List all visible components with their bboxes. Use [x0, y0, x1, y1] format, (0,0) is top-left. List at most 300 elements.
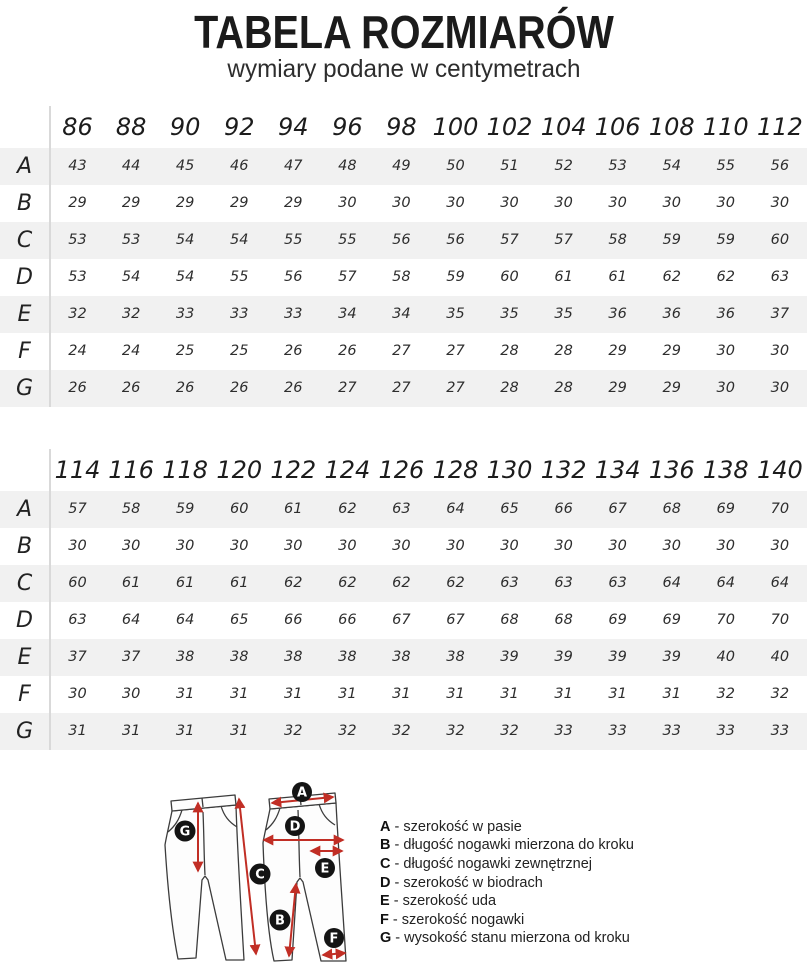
- svg-text:E: E: [320, 861, 330, 877]
- pants-diagram-svg: [148, 782, 370, 974]
- size-column-header: 102: [486, 112, 533, 141]
- page-title: TABELA ROZMIARÓW: [194, 6, 614, 58]
- value-cell: 67: [446, 612, 465, 629]
- value-cell: 55: [229, 269, 249, 286]
- measurement-row: [0, 602, 807, 639]
- value-cell: 27: [392, 380, 411, 397]
- value-cell: 67: [608, 501, 627, 518]
- value-cell: 35: [446, 306, 465, 323]
- value-cell: 62: [338, 501, 357, 518]
- value-cell: 26: [284, 343, 303, 360]
- value-cell: 31: [121, 723, 141, 740]
- legend-letter: E: [380, 893, 390, 910]
- size-table-large: [0, 449, 808, 750]
- value-cell: 52: [554, 158, 573, 175]
- measurement-row: [0, 639, 807, 676]
- row-label: B: [0, 185, 50, 222]
- marker-e-icon: [315, 858, 335, 878]
- value-cell: 30: [662, 538, 681, 555]
- value-cell: 56: [392, 232, 411, 249]
- value-cell: 60: [500, 269, 519, 286]
- size-column-header: 104: [540, 112, 587, 141]
- size-column-header: 118: [162, 455, 209, 484]
- value-cell: 30: [770, 538, 790, 555]
- size-column-header: 92: [223, 112, 255, 141]
- value-cell: 66: [554, 501, 573, 518]
- value-cell: 32: [392, 723, 411, 740]
- measurement-guide: [0, 782, 808, 979]
- row-label: D: [0, 602, 50, 639]
- value-cell: 66: [338, 612, 357, 629]
- value-cell: 29: [68, 195, 87, 212]
- value-cell: 57: [500, 232, 519, 249]
- page-subtitle: wymiary podane w centymetrach: [227, 55, 581, 84]
- svg-text:A: A: [296, 785, 308, 801]
- row-label: G: [0, 713, 50, 750]
- value-cell: 60: [68, 575, 87, 592]
- size-column-header: 124: [324, 455, 371, 484]
- value-cell: 59: [446, 269, 465, 286]
- measurement-row: [0, 491, 807, 528]
- size-column-header: 122: [270, 455, 317, 484]
- value-cell: 40: [716, 649, 735, 666]
- value-cell: 36: [608, 306, 627, 323]
- value-cell: 33: [284, 306, 303, 323]
- value-cell: 30: [608, 538, 627, 555]
- value-cell: 37: [770, 306, 790, 323]
- size-column-header: 112: [757, 112, 803, 141]
- value-cell: 32: [338, 723, 357, 740]
- value-cell: 61: [229, 575, 249, 592]
- size-column-header: 106: [594, 112, 641, 141]
- value-cell: 31: [554, 686, 573, 703]
- value-cell: 24: [68, 343, 87, 360]
- legend-row: [380, 836, 634, 855]
- value-cell: 39: [500, 649, 519, 666]
- value-cell: 25: [175, 343, 195, 360]
- value-cell: 31: [338, 686, 357, 703]
- size-column-header: 98: [386, 112, 417, 141]
- value-cell: 63: [608, 575, 627, 592]
- value-cell: 70: [770, 501, 790, 518]
- value-cell: 36: [716, 306, 735, 323]
- value-cell: 57: [554, 232, 573, 249]
- measurement-row: [0, 528, 807, 565]
- measurement-row: [0, 148, 807, 185]
- value-cell: 62: [284, 575, 303, 592]
- legend-separator: -: [389, 893, 403, 910]
- value-cell: 70: [770, 612, 790, 629]
- value-cell: 62: [662, 269, 681, 286]
- value-cell: 34: [338, 306, 357, 323]
- value-cell: 63: [554, 575, 573, 592]
- value-cell: 54: [229, 232, 249, 249]
- pants-back-outline: [165, 795, 244, 960]
- value-cell: 26: [284, 380, 303, 397]
- size-column-header: 86: [62, 112, 93, 141]
- legend-text: szerokość w biodrach: [403, 874, 543, 891]
- size-column-header: 130: [486, 455, 533, 484]
- value-cell: 31: [392, 686, 411, 703]
- value-cell: 62: [446, 575, 465, 592]
- value-cell: 35: [500, 306, 519, 323]
- size-table-small: [0, 106, 808, 407]
- value-cell: 30: [284, 538, 303, 555]
- value-cell: 64: [175, 612, 195, 629]
- legend-row: [380, 911, 634, 930]
- legend-row: [380, 818, 634, 837]
- page-header: [0, 0, 808, 84]
- value-cell: 29: [229, 195, 249, 212]
- value-cell: 68: [554, 612, 573, 629]
- value-cell: 56: [284, 269, 303, 286]
- value-cell: 53: [608, 158, 627, 175]
- value-cell: 30: [554, 195, 573, 212]
- value-cell: 44: [121, 158, 141, 175]
- measurement-row: [0, 333, 807, 370]
- size-column-header: 114: [54, 455, 101, 484]
- size-column-header: 126: [378, 455, 425, 484]
- value-cell: 33: [229, 306, 249, 323]
- value-cell: 35: [554, 306, 573, 323]
- measurement-row: [0, 185, 807, 222]
- value-cell: 27: [338, 380, 357, 397]
- legend-letter: B: [380, 837, 391, 854]
- value-cell: 33: [662, 723, 681, 740]
- value-cell: 26: [175, 380, 195, 397]
- legend-letter: F: [380, 911, 389, 928]
- value-cell: 30: [500, 195, 519, 212]
- value-cell: 61: [284, 501, 303, 518]
- value-cell: 29: [175, 195, 195, 212]
- value-cell: 30: [68, 538, 87, 555]
- value-cell: 30: [392, 195, 411, 212]
- value-cell: 43: [68, 158, 87, 175]
- value-cell: 30: [338, 538, 357, 555]
- value-cell: 38: [284, 649, 303, 666]
- measurement-row: [0, 713, 807, 750]
- measurement-row: [0, 296, 807, 333]
- value-cell: 28: [500, 343, 519, 360]
- value-cell: 30: [121, 538, 141, 555]
- value-cell: 33: [770, 723, 790, 740]
- value-cell: 53: [121, 232, 141, 249]
- value-cell: 38: [229, 649, 249, 666]
- legend-separator: -: [390, 837, 404, 854]
- measurement-legend: [380, 782, 634, 948]
- value-cell: 29: [662, 343, 681, 360]
- corner-cell: [0, 449, 50, 491]
- value-cell: 64: [716, 575, 735, 592]
- value-cell: 63: [392, 501, 411, 518]
- value-cell: 47: [284, 158, 303, 175]
- value-cell: 67: [392, 612, 411, 629]
- legend-separator: -: [391, 930, 405, 947]
- value-cell: 31: [662, 686, 681, 703]
- legend-separator: -: [388, 911, 402, 928]
- value-cell: 30: [770, 380, 790, 397]
- value-cell: 55: [338, 232, 357, 249]
- legend-row: [380, 855, 634, 874]
- value-cell: 38: [175, 649, 195, 666]
- value-cell: 63: [68, 612, 87, 629]
- value-cell: 26: [338, 343, 357, 360]
- size-column-header: 132: [540, 455, 587, 484]
- marker-c-icon: [250, 863, 271, 884]
- value-cell: 64: [770, 575, 790, 592]
- value-cell: 39: [662, 649, 681, 666]
- value-cell: 56: [446, 232, 465, 249]
- svg-text:C: C: [255, 867, 265, 883]
- marker-a-icon: [292, 782, 312, 802]
- value-cell: 30: [662, 195, 681, 212]
- value-cell: 55: [284, 232, 303, 249]
- value-cell: 30: [716, 380, 735, 397]
- marker-b-icon: [270, 909, 291, 930]
- value-cell: 50: [446, 158, 465, 175]
- value-cell: 31: [229, 686, 249, 703]
- value-cell: 32: [68, 306, 87, 323]
- size-column-header: 100: [432, 112, 479, 141]
- value-cell: 30: [716, 343, 735, 360]
- value-cell: 62: [338, 575, 357, 592]
- size-header-row: [0, 449, 807, 491]
- value-cell: 31: [608, 686, 627, 703]
- value-cell: 33: [608, 723, 627, 740]
- measurement-row: [0, 370, 807, 407]
- marker-g-icon: [175, 820, 196, 841]
- legend-text: długość nogawki mierzona do kroku: [403, 837, 634, 854]
- size-column-header: 134: [594, 455, 641, 484]
- row-label: E: [0, 296, 50, 333]
- value-cell: 27: [446, 380, 465, 397]
- value-cell: 61: [554, 269, 573, 286]
- value-cell: 40: [770, 649, 790, 666]
- value-cell: 36: [662, 306, 681, 323]
- row-label: D: [0, 259, 50, 296]
- value-cell: 29: [121, 195, 141, 212]
- value-cell: 33: [716, 723, 735, 740]
- legend-text: szerokość nogawki: [401, 911, 525, 928]
- value-cell: 63: [770, 269, 790, 286]
- value-cell: 34: [392, 306, 411, 323]
- measurement-row: [0, 676, 807, 713]
- size-table-header: [0, 106, 807, 148]
- row-label: F: [0, 676, 50, 713]
- row-label: B: [0, 528, 50, 565]
- legend-letter: G: [380, 930, 392, 947]
- value-cell: 33: [175, 306, 195, 323]
- value-cell: 60: [770, 232, 790, 249]
- value-cell: 69: [716, 501, 735, 518]
- value-cell: 53: [68, 232, 87, 249]
- legend-letter: D: [380, 874, 391, 891]
- value-cell: 30: [121, 686, 141, 703]
- size-column-header: 140: [757, 455, 803, 484]
- size-column-header: 138: [702, 455, 749, 484]
- value-cell: 28: [554, 343, 573, 360]
- value-cell: 30: [338, 195, 357, 212]
- svg-text:G: G: [179, 824, 191, 840]
- value-cell: 38: [446, 649, 465, 666]
- value-cell: 31: [175, 686, 195, 703]
- legend-text: szerokość uda: [402, 893, 497, 910]
- value-cell: 45: [175, 158, 195, 175]
- svg-text:D: D: [289, 819, 301, 835]
- value-cell: 27: [392, 343, 411, 360]
- size-column-header: 108: [648, 112, 695, 141]
- value-cell: 32: [500, 723, 519, 740]
- row-label: C: [0, 565, 50, 602]
- value-cell: 62: [392, 575, 411, 592]
- value-cell: 31: [500, 686, 519, 703]
- value-cell: 31: [68, 723, 87, 740]
- legend-text: długość nogawki zewnętrznej: [403, 855, 592, 872]
- value-cell: 70: [716, 612, 735, 629]
- value-cell: 59: [716, 232, 735, 249]
- value-cell: 29: [284, 195, 303, 212]
- row-label: C: [0, 222, 50, 259]
- value-cell: 58: [121, 501, 141, 518]
- value-cell: 29: [608, 380, 627, 397]
- svg-text:B: B: [275, 913, 285, 929]
- value-cell: 59: [175, 501, 195, 518]
- legend-letter: A: [380, 818, 391, 835]
- measurement-row: [0, 259, 807, 296]
- legend-separator: -: [390, 874, 404, 891]
- value-cell: 69: [608, 612, 627, 629]
- value-cell: 31: [446, 686, 465, 703]
- value-cell: 60: [229, 501, 249, 518]
- value-cell: 57: [68, 501, 87, 518]
- measurement-row: [0, 565, 807, 602]
- value-cell: 39: [608, 649, 627, 666]
- value-cell: 28: [500, 380, 519, 397]
- marker-d-icon: [285, 816, 305, 836]
- value-cell: 66: [284, 612, 303, 629]
- value-cell: 26: [68, 380, 87, 397]
- value-cell: 55: [716, 158, 735, 175]
- value-cell: 32: [770, 686, 790, 703]
- svg-text:F: F: [329, 931, 339, 947]
- value-cell: 64: [662, 575, 681, 592]
- legend-row: [380, 874, 634, 893]
- size-column-header: 128: [432, 455, 479, 484]
- value-cell: 32: [716, 686, 735, 703]
- value-cell: 61: [175, 575, 195, 592]
- legend-letter: C: [380, 855, 391, 872]
- value-cell: 33: [554, 723, 573, 740]
- value-cell: 68: [662, 501, 681, 518]
- value-cell: 54: [121, 269, 141, 286]
- row-label: A: [0, 148, 50, 185]
- value-cell: 38: [338, 649, 357, 666]
- corner-cell: [0, 106, 50, 148]
- value-cell: 30: [175, 538, 195, 555]
- value-cell: 32: [121, 306, 141, 323]
- value-cell: 38: [392, 649, 411, 666]
- value-cell: 30: [608, 195, 627, 212]
- value-cell: 37: [68, 649, 87, 666]
- value-cell: 32: [446, 723, 465, 740]
- legend-text: wysokość stanu mierzona od kroku: [404, 930, 630, 947]
- value-cell: 64: [446, 501, 465, 518]
- row-label: A: [0, 491, 50, 528]
- value-cell: 27: [446, 343, 465, 360]
- value-cell: 65: [500, 501, 519, 518]
- value-cell: 31: [229, 723, 249, 740]
- value-cell: 24: [121, 343, 141, 360]
- legend-text: szerokość w pasie: [403, 818, 522, 835]
- legend-row: [380, 929, 634, 948]
- value-cell: 59: [662, 232, 681, 249]
- size-column-header: 110: [702, 112, 749, 141]
- row-label: F: [0, 333, 50, 370]
- measurement-row: [0, 222, 807, 259]
- value-cell: 30: [770, 343, 790, 360]
- value-cell: 30: [392, 538, 411, 555]
- value-cell: 31: [175, 723, 195, 740]
- value-cell: 30: [68, 686, 87, 703]
- size-column-header: 136: [648, 455, 695, 484]
- value-cell: 58: [608, 232, 627, 249]
- value-cell: 30: [770, 195, 790, 212]
- value-cell: 30: [229, 538, 249, 555]
- value-cell: 62: [716, 269, 735, 286]
- pants-diagram: [148, 782, 370, 979]
- value-cell: 28: [554, 380, 573, 397]
- value-cell: 51: [500, 158, 519, 175]
- value-cell: 64: [121, 612, 141, 629]
- value-cell: 37: [121, 649, 141, 666]
- value-cell: 46: [229, 158, 249, 175]
- row-label: E: [0, 639, 50, 676]
- size-header-row: [0, 106, 807, 148]
- value-cell: 26: [121, 380, 141, 397]
- value-cell: 61: [608, 269, 627, 286]
- value-cell: 30: [554, 538, 573, 555]
- value-cell: 56: [770, 158, 790, 175]
- value-cell: 26: [229, 380, 249, 397]
- size-column-header: 94: [278, 112, 309, 141]
- value-cell: 30: [716, 195, 735, 212]
- size-table-header: [0, 449, 807, 491]
- value-cell: 30: [446, 538, 465, 555]
- value-cell: 30: [446, 195, 465, 212]
- value-cell: 29: [608, 343, 627, 360]
- size-column-header: 116: [108, 455, 154, 484]
- value-cell: 65: [229, 612, 249, 629]
- value-cell: 39: [554, 649, 573, 666]
- row-label: G: [0, 370, 50, 407]
- marker-f-icon: [324, 928, 344, 948]
- legend-row: [380, 892, 634, 911]
- value-cell: 31: [284, 686, 303, 703]
- value-cell: 48: [338, 158, 357, 175]
- value-cell: 69: [662, 612, 681, 629]
- legend-separator: -: [390, 855, 404, 872]
- value-cell: 25: [229, 343, 249, 360]
- value-cell: 49: [392, 158, 411, 175]
- value-cell: 30: [500, 538, 519, 555]
- value-cell: 63: [500, 575, 519, 592]
- value-cell: 29: [662, 380, 681, 397]
- size-column-header: 88: [115, 112, 147, 141]
- value-cell: 32: [284, 723, 303, 740]
- value-cell: 54: [662, 158, 681, 175]
- value-cell: 54: [175, 232, 195, 249]
- legend-separator: -: [390, 818, 404, 835]
